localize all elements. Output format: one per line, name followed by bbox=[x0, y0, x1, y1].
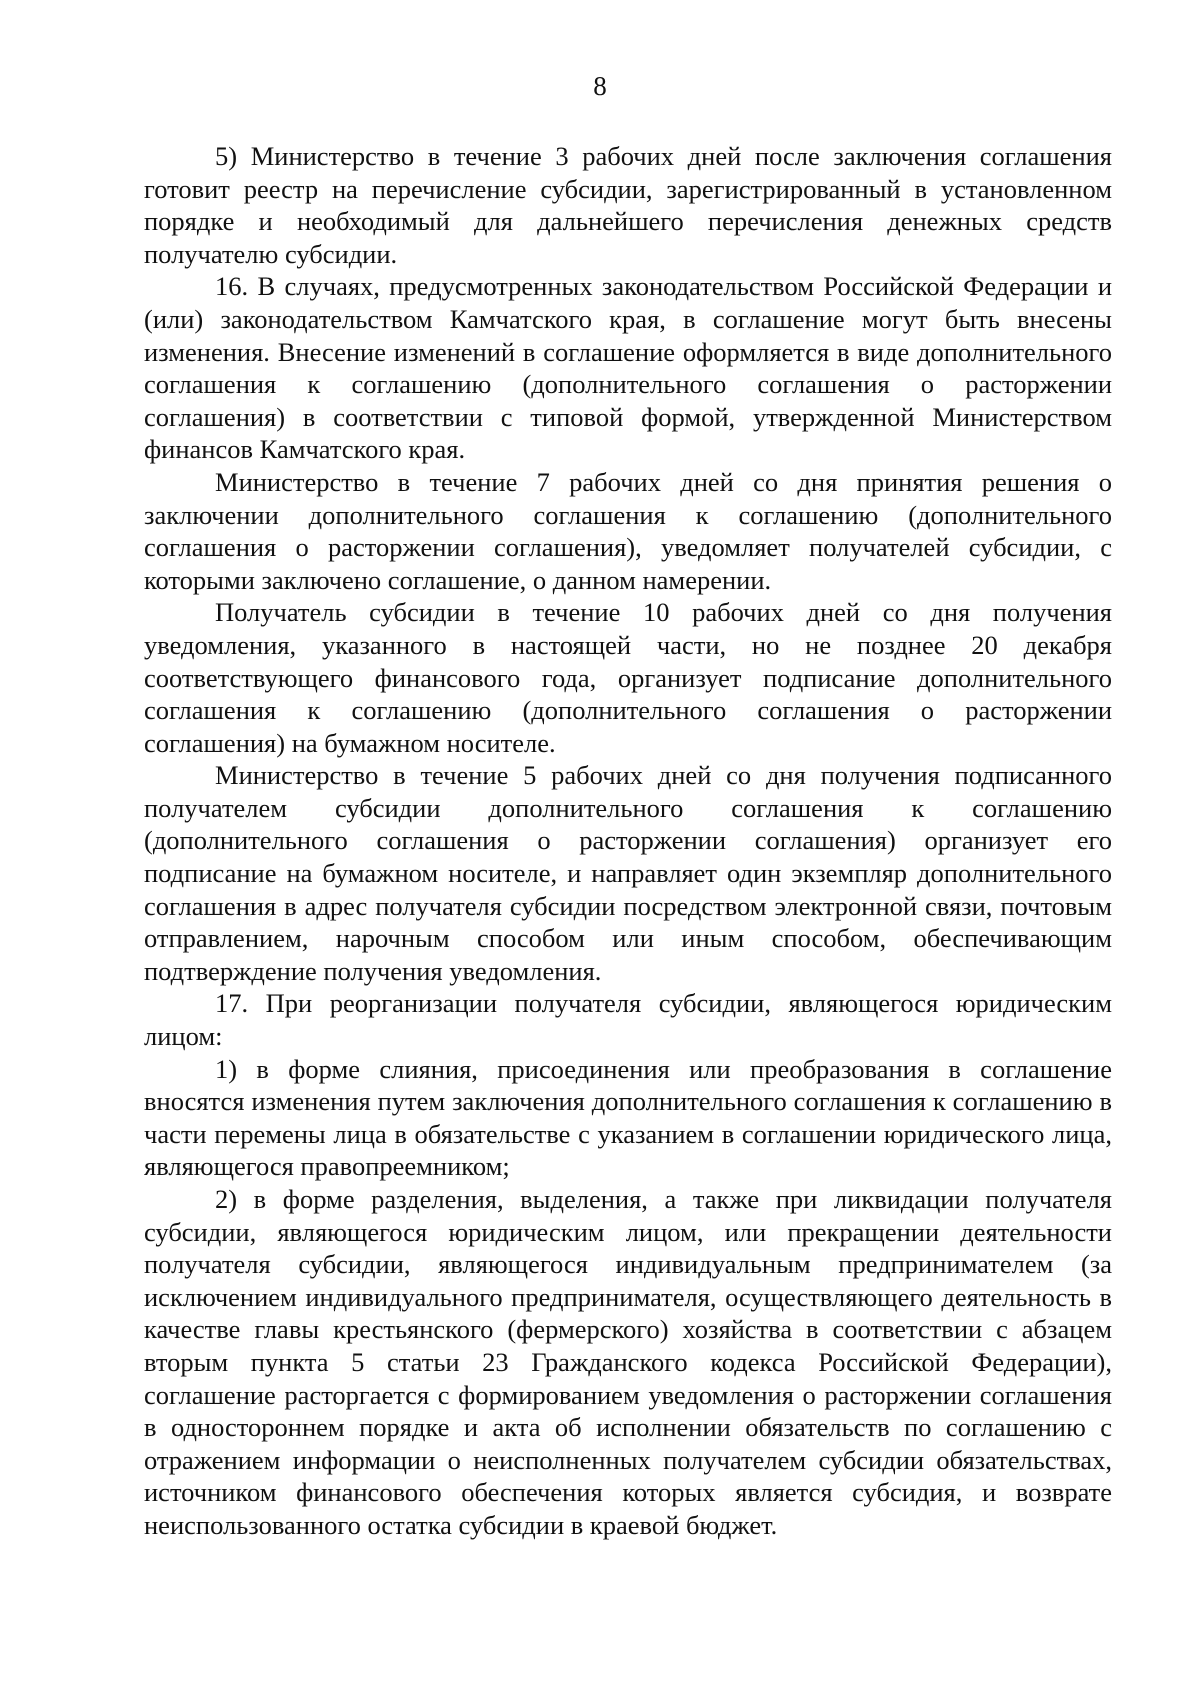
paragraph-item-2: 2) в форме разделения, выделения, а также при ликвидации получателя субсидии, являющегося юридическим лицом, или прекращении деятельности получателя субсидии, являющегося индивидуальным предпринимателем (за исключением индивидуального предпринимателя, осуществляющего деятельность в качестве главы крестьянского (фермерского) хозяйства в соответствии с абзацем вторым пункта 5 статьи 23 Гражданского кодекса Российской Федерации), соглашение расторгается с формированием уведомления о расторжении соглашения в одностороннем порядке и акта об исполнении обязательств по соглашению с отражением информации о неисполненных получателем субсидии обязательствах, источником финансового обеспечения которых является субсидия, и возврате неиспользованного остатка субсидии в краевой бюджет. bbox=[144, 1184, 1112, 1540]
page-number: 8 bbox=[593, 71, 607, 101]
paragraph-recipient-signing: Получатель субсидии в течение 10 рабочих дней со дня получения уведомления, указанного в настоящей части, но не позднее 20 декабря соответствующего финансового года, организует подписание дополнительного соглашения к соглашению (дополнительного соглашения о расторжении соглашения) на бумажном носителе. bbox=[144, 597, 1112, 758]
paragraph-section-16: 16. В случаях, предусмотренных законодательством Российской Федерации и (или) законодательством Камчатского края, в соглашение могут быть внесены изменения. Внесение изменений в соглашение оформляется в виде дополнительного соглашения к соглашению (дополнительного соглашения о расторжении соглашения) в соответствии с типовой формой, утвержденной Министерством финансов Камчатского края. bbox=[144, 271, 1112, 465]
paragraph-section-17: 17. При реорганизации получателя субсидии, являющегося юридическим лицом: bbox=[144, 988, 1112, 1052]
paragraph-item-5: 5) Министерство в течение 3 рабочих дней после заключения соглашения готовит реестр на перечисление субсидии, зарегистрированный в установленном порядке и необходимый для дальнейшего перечисления денежных средств получателю субсидии. bbox=[144, 141, 1112, 269]
document-body bbox=[144, 140, 1112, 1542]
paragraph-item-1: 1) в форме слияния, присоединения или преобразования в соглашение вносятся изменения путем заключения дополнительного соглашения к соглашению в части перемены лица в обязательстве с указанием в соглашении юридического лица, являющегося правопреемником; bbox=[144, 1053, 1112, 1182]
paragraph-notification: Министерство в течение 7 рабочих дней со дня принятия решения о заключении дополнительного соглашения к соглашению (дополнительного соглашения о расторжении соглашения), уведомляет получателей субсидии, с которыми заключено соглашение, о данном намерении. bbox=[144, 466, 1112, 595]
paragraph-ministry-signing: Министерство в течение 5 рабочих дней со дня получения подписанного получателем субсидии дополнительного соглашения к соглашению (дополнительного соглашения о расторжении соглашения) организует его подписание на бумажном носителе, и направляет один экземпляр дополнительного соглашения в адрес получателя субсидии посредством электронной связи, почтовым отправлением, нарочным способом или иным способом, обеспечивающим подтверждение получения уведомления. bbox=[144, 760, 1112, 986]
